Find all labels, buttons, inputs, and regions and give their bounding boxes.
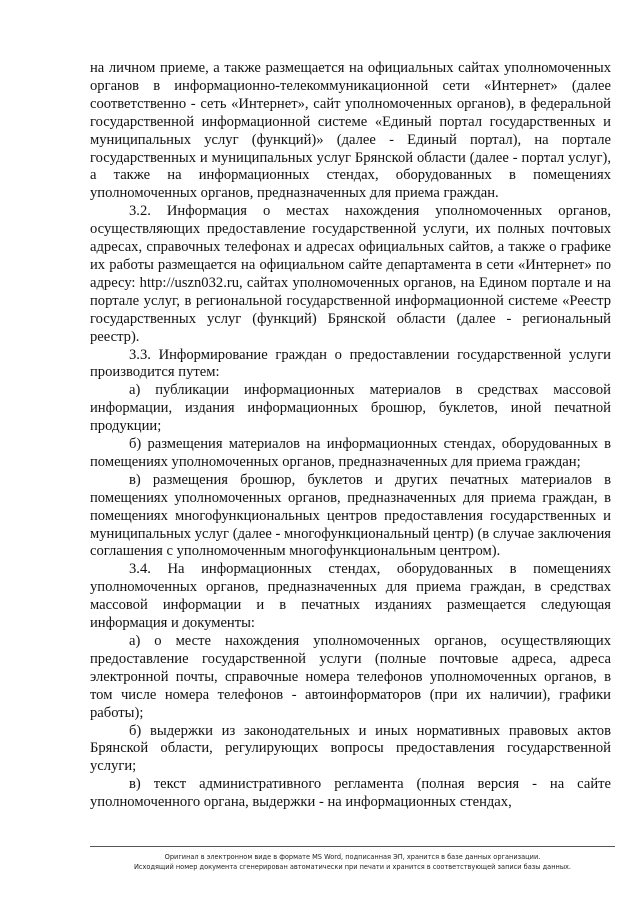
footer-line-outgoing-number: Исходящий номер документа сгенерирован автоматически при печати и хранится в соответствующей записи базы данных. [133, 863, 572, 871]
paragraph-3-3: 3.3. Информирование граждан о предоставлении государственной услуги производится путем: [90, 346, 611, 381]
footer-line-original: Оригинал в электронном виде в формате MS Word, подписанная ЭП, хранится в базе данных организации. [164, 853, 541, 861]
document-body [90, 60, 611, 812]
list-item-3-4-a: а) о месте нахождения уполномоченных органов, осуществляющих предоставление государственной услуги (полные почтовые адреса, адреса электронной почты, справочные номера телефонов уполномоченных органов, в том числе номера телефонов - автоинформаторов (при их наличии), графики работы); [90, 633, 611, 721]
list-item-3-4-v: в) текст административного регламента (полная версия - на сайте уполномоченного органа, выдержки - на информационных стендах, [90, 776, 611, 811]
paragraph-continuation: на личном приеме, а также размещается на официальных сайтах уполномоченных органов в информационно-телекоммуникационной сети «Интернет» (далее соответственно - сеть «Интернет», сайт уполномоченных органов), в федеральной государственной информационной системе «Единый портал государственных и муниципальных услуг (функций)» (далее - Единый портал), на портале государственных и муниципальных услуг Брянской области (далее - портал услуг), а также на информационных стендах, оборудованных в помещениях уполномоченных органов, предназначенных для приема граждан. [90, 60, 611, 202]
paragraph-3-2: 3.2. Информация о местах нахождения уполномоченных органов, осуществляющих предоставление государственной услуги, их полных почтовых адресах, справочных телефонах и адресах официальных сайтов, а также о графике их работы размещается на официальном сайте департамента в сети «Интернет» по адресу: http://uszn032.ru, сайтах уполномоченных органов, на Едином портале и на портале услуг, в региональной государственной информационной системе «Реестр государственных услуг (функций) Брянской области (далее - региональный реестр). [90, 203, 611, 345]
list-item-3-3-a: а) публикации информационных материалов в средствах массовой информации, издания информационных брошюр, буклетов, иной печатной продукции; [90, 382, 611, 435]
footer-divider [90, 846, 615, 847]
page-footer [90, 852, 615, 872]
paragraph-3-4: 3.4. На информационных стендах, оборудованных в помещениях уполномоченных органов, предназначенных для приема граждан, в средствах массовой информации и в печатных изданиях размещается следующая информация и документы: [90, 561, 611, 632]
list-item-3-4-b: б) выдержки из законодательных и иных нормативных правовых актов Брянской области, регулирующих вопросы предоставления государственной услуги; [90, 722, 611, 775]
list-item-3-3-v: в) размещения брошюр, буклетов и других печатных материалов в помещениях уполномоченных органов, предназначенных для приема граждан, в помещениях многофункциональных центров предоставления государственных и муниципальных услуг (далее - многофункциональный центр) (в случае заключения соглашения с уполномоченным многофункциональным центром). [90, 471, 611, 560]
list-item-3-3-b: б) размещения материалов на информационных стендах, оборудованных в помещениях уполномоченных органов, предназначенных для приема граждан; [90, 436, 611, 470]
